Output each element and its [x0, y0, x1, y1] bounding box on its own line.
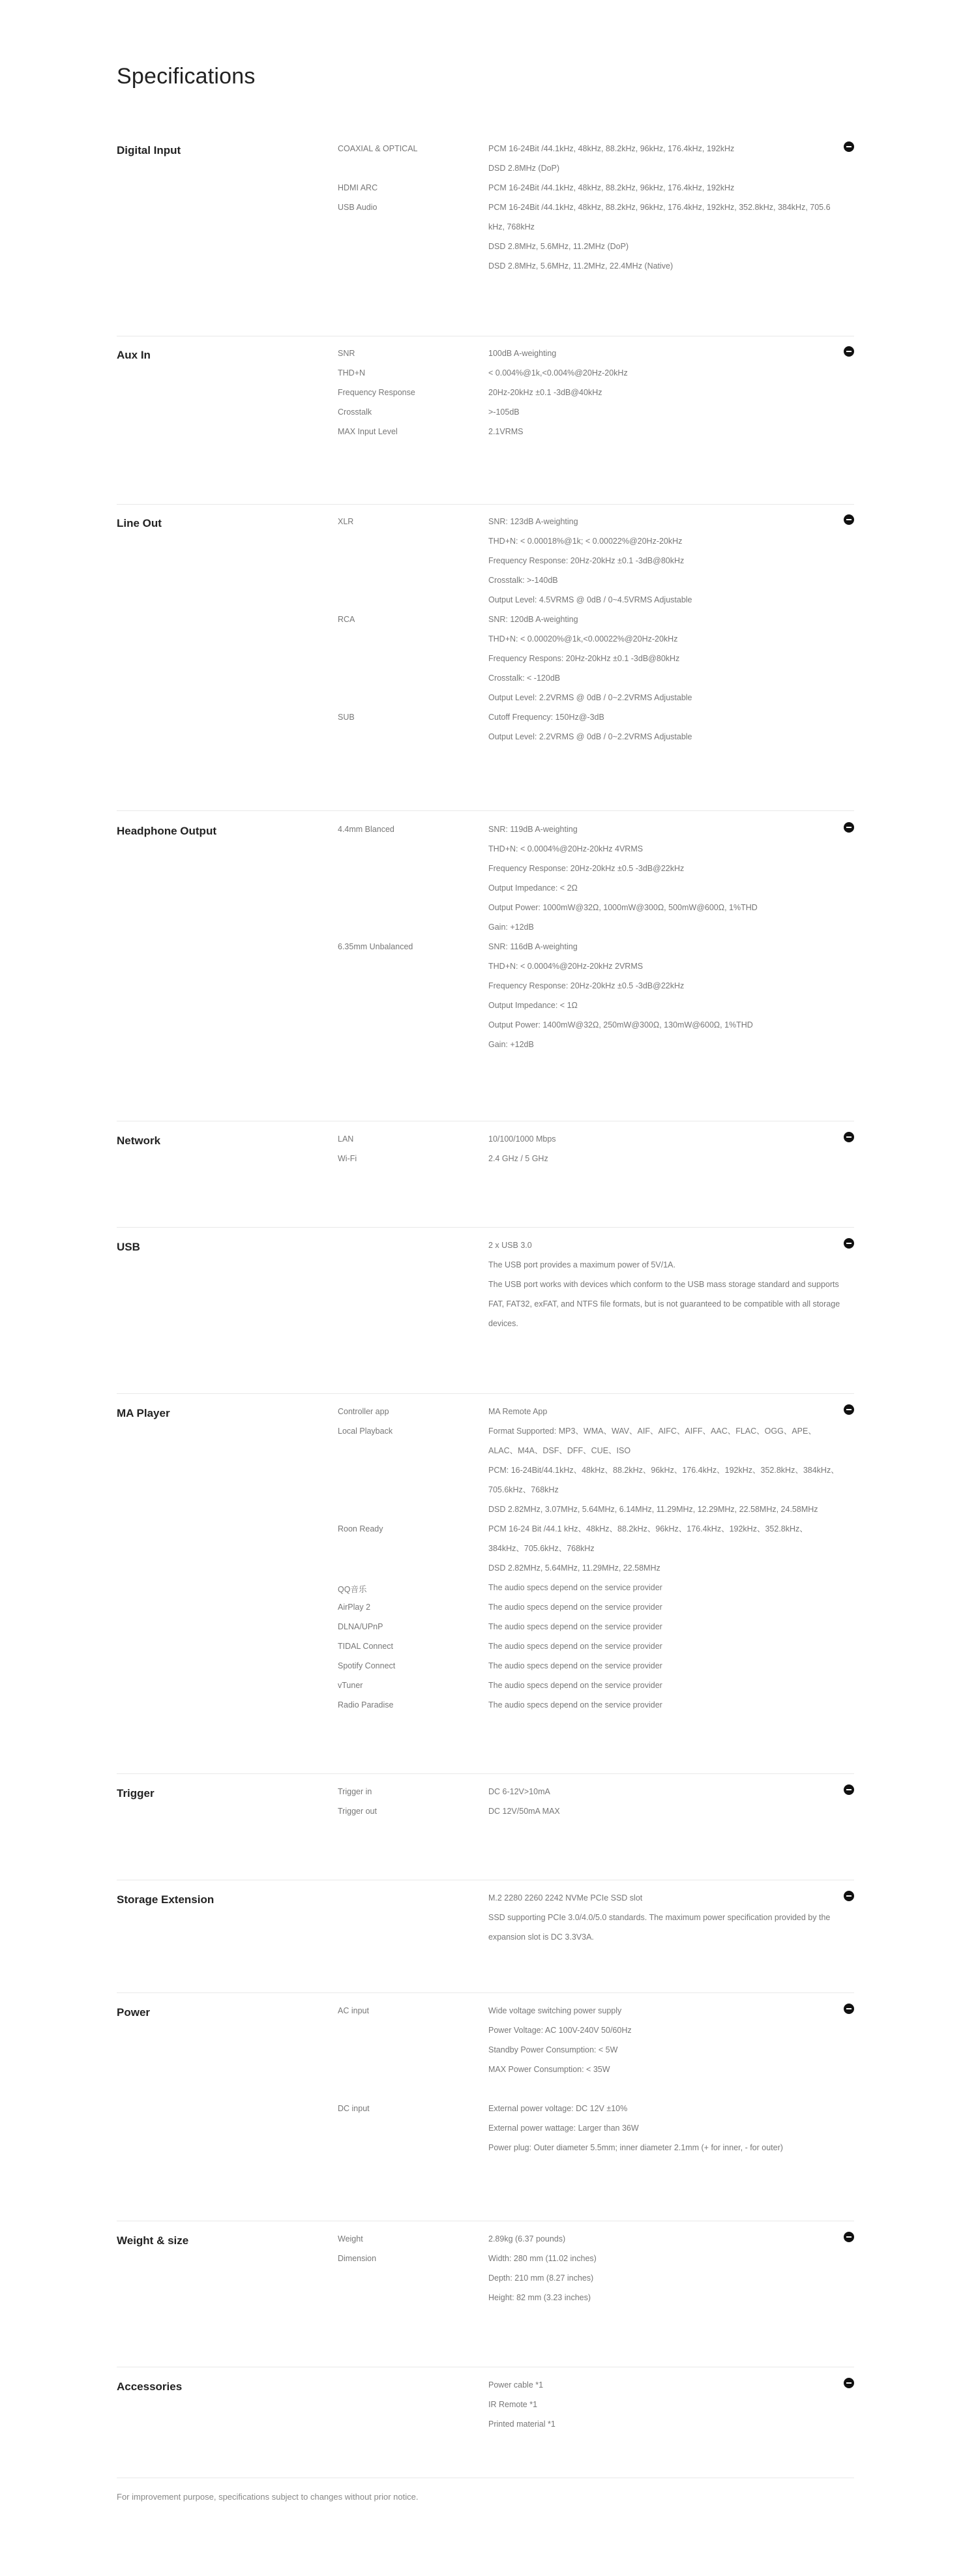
spec-value: Crosstalk: < -120dB — [488, 674, 561, 683]
collapse-icon[interactable] — [844, 141, 854, 152]
spec-value: 2.89kg (6.37 pounds) — [488, 2234, 566, 2243]
spec-label: Trigger out — [338, 1807, 377, 1816]
spec-value: Output Impedance: < 1Ω — [488, 1001, 578, 1010]
collapse-icon[interactable] — [844, 346, 854, 357]
spec-value: The audio specs depend on the service provider — [488, 1700, 662, 1710]
spec-value: Cutoff Frequency: 150Hz@-3dB — [488, 713, 604, 722]
spec-value: 20Hz-20kHz ±0.1 -3dB@40kHz — [488, 388, 602, 397]
spec-value: DC 12V/50mA MAX — [488, 1807, 560, 1816]
spec-value: MA Remote App — [488, 1407, 548, 1416]
section-title: Aux In — [117, 349, 151, 361]
spec-value: >-105dB — [488, 407, 520, 417]
section-title: Weight & size — [117, 2234, 189, 2247]
spec-value: Gain: +12dB — [488, 923, 534, 932]
spec-label: THD+N — [338, 368, 366, 378]
spec-value: MAX Power Consumption: < 35W — [488, 2065, 610, 2074]
spec-value: PCM 16-24Bit /44.1kHz, 48kHz, 88.2kHz, 96kHz, 176.4kHz, 192kHz — [488, 183, 735, 192]
section-title: Storage Extension — [117, 1893, 215, 1906]
spec-value: PCM 16-24Bit /44.1kHz, 48kHz, 88.2kHz, 96kHz, 176.4kHz, 192kHz, 352.8kHz, 384kHz, 705.6 kHz, 768kHz — [488, 203, 831, 231]
spec-label: Controller app — [338, 1407, 389, 1416]
spec-value: Crosstalk: >-140dB — [488, 576, 558, 585]
section-divider — [117, 504, 854, 505]
spec-value: M.2 2280 2260 2242 NVMe PCIe SSD slot — [488, 1893, 643, 1902]
spec-value: 2.1VRMS — [488, 427, 524, 436]
spec-label: MAX Input Level — [338, 427, 398, 436]
section-title: Line Out — [117, 517, 162, 529]
spec-value: External power wattage: Larger than 36W — [488, 2124, 639, 2133]
spec-label: Local Playback — [338, 1427, 393, 1436]
spec-label: HDMI ARC — [338, 183, 378, 192]
spec-label: COAXIAL & OPTICAL — [338, 144, 418, 153]
collapse-icon[interactable] — [844, 1132, 854, 1142]
spec-value: Printed material *1 — [488, 2420, 556, 2429]
section-title: Digital Input — [117, 144, 181, 156]
spec-label: DC input — [338, 2104, 370, 2113]
spec-value: The USB port provides a maximum power of 5V/1A. — [488, 1260, 675, 1269]
spec-value: Width: 280 mm (11.02 inches) — [488, 2254, 597, 2263]
spec-value: SNR: 120dB A-weighting — [488, 615, 578, 624]
spec-value: Gain: +12dB — [488, 1040, 534, 1049]
section-title: Trigger — [117, 1787, 155, 1799]
spec-value: DSD 2.8MHz, 5.6MHz, 11.2MHz (DoP) — [488, 242, 629, 251]
spec-value: Depth: 210 mm (8.27 inches) — [488, 2273, 594, 2283]
spec-value: Power Voltage: AC 100V-240V 50/60Hz — [488, 2026, 632, 2035]
spec-value: 10/100/1000 Mbps — [488, 1134, 556, 1144]
spec-value: DSD 2.82MHz, 5.64MHz, 11.29MHz, 22.58MHz — [488, 1563, 660, 1573]
spec-label: Dimension — [338, 2254, 377, 2263]
spec-value: Output Level: 2.2VRMS @ 0dB / 0~2.2VRMS Adjustable — [488, 732, 692, 741]
spec-value: Format Supported: MP3、WMA、WAV、AIF、AIFC、AIFF、AAC、FLAC、OGG、APE、ALAC、M4A、DSF、DFF、CUE、ISO — [488, 1427, 816, 1455]
collapse-icon[interactable] — [844, 1238, 854, 1249]
section-divider — [117, 810, 854, 811]
spec-value: Power cable *1 — [488, 2380, 544, 2390]
spec-value: External power voltage: DC 12V ±10% — [488, 2104, 628, 2113]
spec-value: Wide voltage switching power supply — [488, 2006, 622, 2015]
section-title: Headphone Output — [117, 825, 216, 837]
spec-value: PCM 16-24Bit /44.1kHz, 48kHz, 88.2kHz, 96kHz, 176.4kHz, 192kHz — [488, 144, 735, 153]
collapse-icon[interactable] — [844, 514, 854, 525]
spec-value: Frequency Respons: 20Hz-20kHz ±0.1 -3dB@80kHz — [488, 654, 680, 663]
section-divider — [117, 1393, 854, 1394]
collapse-icon[interactable] — [844, 2378, 854, 2388]
spec-value: Frequency Response: 20Hz-20kHz ±0.1 -3dB@80kHz — [488, 556, 685, 565]
section-title: MA Player — [117, 1407, 170, 1419]
spec-label: DLNA/UPnP — [338, 1622, 383, 1631]
spec-value: DSD 2.82MHz, 3.07MHz, 5.64MHz, 6.14MHz, 11.29MHz, 12.29MHz, 22.58MHz, 24.58MHz — [488, 1505, 818, 1514]
spec-value: THD+N: < 0.00020%@1k,<0.00022%@20Hz-20kHz — [488, 634, 678, 644]
spec-value: THD+N: < 0.00018%@1k; < 0.00022%@20Hz-20kHz — [488, 537, 683, 546]
section-divider — [117, 1992, 854, 1993]
collapse-icon[interactable] — [844, 2232, 854, 2242]
spec-value: The audio specs depend on the service provider — [488, 1622, 662, 1631]
spec-label: 4.4mm Blanced — [338, 825, 394, 834]
spec-value: SNR: 116dB A-weighting — [488, 942, 578, 951]
spec-label: RCA — [338, 615, 355, 624]
spec-label: TIDAL Connect — [338, 1642, 393, 1651]
spec-value: THD+N: < 0.0004%@20Hz-20kHz 4VRMS — [488, 844, 644, 853]
section-title: Network — [117, 1134, 161, 1147]
spec-value: Output Impedance: < 2Ω — [488, 883, 578, 893]
spec-value: DSD 2.8MHz (DoP) — [488, 164, 560, 173]
section-title: Accessories — [117, 2380, 183, 2393]
spec-value: 2 x USB 3.0 — [488, 1241, 532, 1250]
section-title: Power — [117, 2006, 151, 2019]
spec-label: Trigger in — [338, 1787, 372, 1796]
page-title: Specifications — [117, 64, 256, 89]
spec-value: Standby Power Consumption: < 5W — [488, 2045, 618, 2054]
collapse-icon[interactable] — [844, 2004, 854, 2014]
spec-label: 6.35mm Unbalanced — [338, 942, 413, 951]
spec-label: Wi-Fi — [338, 1154, 357, 1163]
spec-label: Radio Paradise — [338, 1700, 394, 1710]
spec-label: AC input — [338, 2006, 369, 2015]
spec-value: < 0.004%@1k,<0.004%@20Hz-20kHz — [488, 368, 628, 378]
spec-value: The audio specs depend on the service provider — [488, 1583, 662, 1592]
spec-value: Power plug: Outer diameter 5.5mm; inner diameter 2.1mm (+ for inner, - for outer) — [488, 2143, 783, 2152]
spec-value: Output Level: 2.2VRMS @ 0dB / 0~2.2VRMS Adjustable — [488, 693, 692, 702]
spec-label: Spotify Connect — [338, 1661, 396, 1670]
spec-value: PCM: 16-24Bit/44.1kHz、48kHz、88.2kHz、96kHz、176.4kHz、192kHz、352.8kHz、384kHz、705.6kHz、768kHz — [488, 1466, 839, 1494]
spec-label: Crosstalk — [338, 407, 372, 417]
spec-label: Weight — [338, 2234, 363, 2243]
spec-value: DSD 2.8MHz, 5.6MHz, 11.2MHz, 22.4MHz (Native) — [488, 261, 674, 271]
collapse-icon[interactable] — [844, 1404, 854, 1415]
spec-value: Output Level: 4.5VRMS @ 0dB / 0~4.5VRMS Adjustable — [488, 595, 692, 604]
spec-value: SNR: 119dB A-weighting — [488, 825, 578, 834]
spec-value: The USB port works with devices which conform to the USB mass storage standard and supports FAT, FAT32, exFAT, and NTFS file formats, but is not guaranteed to be compatible with all storage devices. — [488, 1280, 840, 1328]
spec-value: THD+N: < 0.0004%@20Hz-20kHz 2VRMS — [488, 962, 644, 971]
spec-value: The audio specs depend on the service provider — [488, 1681, 662, 1690]
spec-value: SSD supporting PCIe 3.0/4.0/5.0 standards. The maximum power specification provided by the expansion slot is DC 3.3V3A. — [488, 1913, 831, 1942]
collapse-icon[interactable] — [844, 822, 854, 833]
spec-label: AirPlay 2 — [338, 1603, 371, 1612]
collapse-icon[interactable] — [844, 1891, 854, 1901]
spec-value: Frequency Response: 20Hz-20kHz ±0.5 -3dB@22kHz — [488, 981, 685, 990]
spec-value: 100dB A-weighting — [488, 349, 557, 358]
spec-label: Frequency Response — [338, 388, 415, 397]
spec-label: QQ音乐 — [338, 1585, 367, 1594]
spec-value: Output Power: 1000mW@32Ω, 1000mW@300Ω, 500mW@600Ω, 1%THD — [488, 903, 758, 912]
spec-value: SNR: 123dB A-weighting — [488, 517, 578, 526]
spec-label: SNR — [338, 349, 355, 358]
spec-value: 2.4 GHz / 5 GHz — [488, 1154, 548, 1163]
section-divider — [117, 1773, 854, 1774]
spec-value: Frequency Response: 20Hz-20kHz ±0.5 -3dB@22kHz — [488, 864, 685, 873]
spec-value: Height: 82 mm (3.23 inches) — [488, 2293, 591, 2302]
spec-value: Output Power: 1400mW@32Ω, 250mW@300Ω, 130mW@600Ω, 1%THD — [488, 1020, 753, 1029]
spec-label: SUB — [338, 713, 355, 722]
spec-value: PCM 16-24 Bit /44.1 kHz、48kHz、88.2kHz、96kHz、176.4kHz、192kHz、352.8kHz、384kHz、705.6kHz、768kHz — [488, 1524, 808, 1553]
spec-label: Roon Ready — [338, 1524, 383, 1533]
spec-label: XLR — [338, 517, 354, 526]
spec-value: The audio specs depend on the service provider — [488, 1642, 662, 1651]
spec-label: LAN — [338, 1134, 354, 1144]
section-title: USB — [117, 1241, 140, 1253]
collapse-icon[interactable] — [844, 1784, 854, 1795]
spec-label: vTuner — [338, 1681, 363, 1690]
spec-value: The audio specs depend on the service provider — [488, 1603, 662, 1612]
section-divider — [117, 1227, 854, 1228]
disclaimer-note: For improvement purpose, specifications subject to changes without prior notice. — [117, 2492, 419, 2502]
spec-value: IR Remote *1 — [488, 2400, 538, 2409]
spec-value: The audio specs depend on the service provider — [488, 1661, 662, 1670]
spec-label: USB Audio — [338, 203, 378, 212]
spec-value: DC 6-12V>10mA — [488, 1787, 550, 1796]
